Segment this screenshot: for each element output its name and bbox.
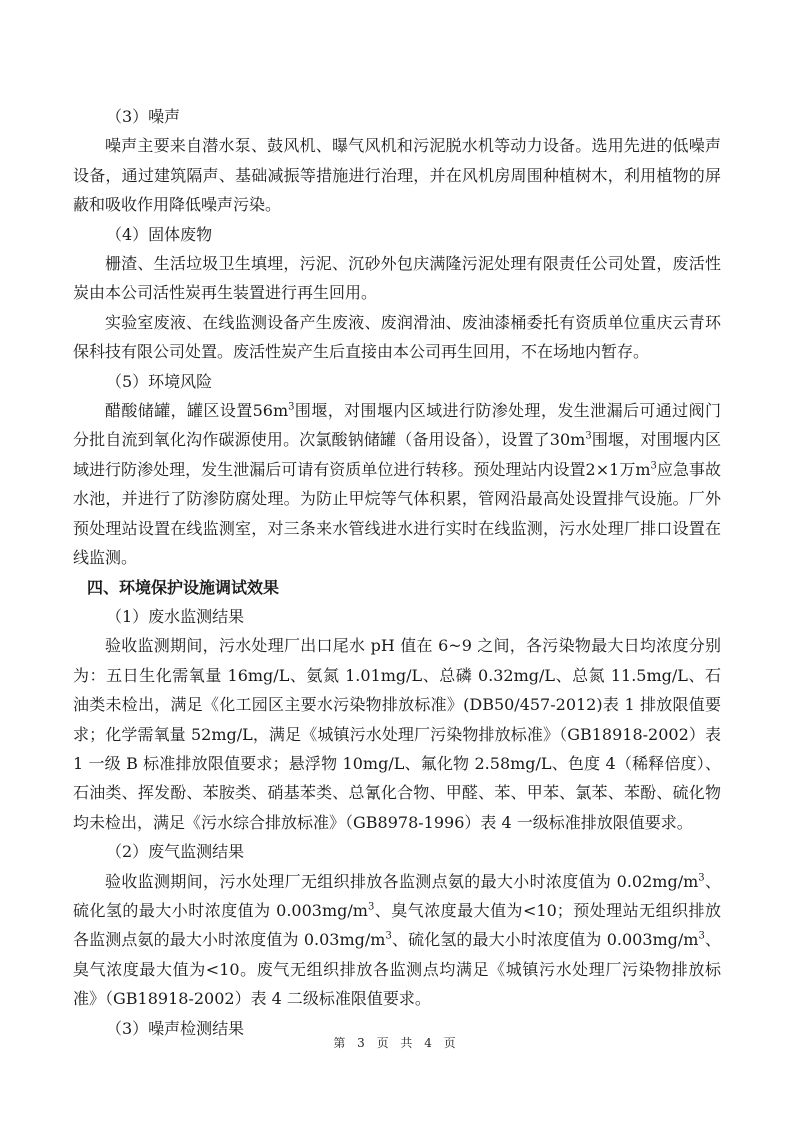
subheading-solid-waste: （4）固体废物 bbox=[106, 224, 213, 244]
subheading-wastewater-results: （1）废水监测结果 bbox=[106, 606, 245, 626]
subheading-exhaust-gas-results: （2）废气监测结果 bbox=[106, 842, 245, 862]
section-heading-commissioning-results: 四、环境保护设施调试效果 bbox=[87, 577, 280, 597]
paragraph-solid-waste-2: 实验室废液、在线监测设备产生废液、废润滑油、废油漆桶委托有资质单位重庆云青环保科技有限公司处置。废活性炭产生后直接由本公司再生回用，不在场地内暂存。 bbox=[73, 312, 721, 362]
paragraph-environmental-risk: 醋酸储罐，罐区设置$56m^3$围堰，对围堰内区域进行防渗处理，发生泄漏后可通过阀门分批自流到氧化沟作碳源使用。次氯酸钠储罐（备用设备），设置了$30m^3$围堰，对围堰内区域进行防渗处理，发生泄漏后可请有资质单位进行转移。预处理站内设置2×1万$m^3$应急事故水池，并进行了防渗防腐处理。为防止甲烷等气体积累，管网沿最高处设置排气设施。厂外预处理站设置在线监测室，对三条来水管线进水进行实时在线监测，污水处理厂排口设置在线监测。 bbox=[73, 401, 721, 568]
page-footer: 第 3 页 共 4 页 bbox=[333, 1036, 460, 1050]
paragraph-exhaust-gas-results: 验收监测期间，污水处理厂无组织排放各监测点氨的最大小时浓度值为 $0.02mg/m^3$、硫化氢的最大小时浓度值为 $0.003mg/m^3$、臭气浓度最大值为<10；预处理站无组织排放各监测点氨的最大小时浓度值为 $0.03mg/m^3$、硫化氢的最大小时浓度值为 $0.003mg/m^3$、臭气浓度最大值为<10。废气无组织排放各监测点均满足《城镇污水处理厂污染物排放标准》（GB18918-2002）表 4 二级标准限值要求。 bbox=[73, 871, 721, 1009]
paragraph-solid-waste-1: 栅渣、生活垃圾卫生填埋，污泥、沉砂外包庆满隆污泥处理有限责任公司处置，废活性炭由本公司活性炭再生装置进行再生回用。 bbox=[73, 254, 721, 303]
document-page bbox=[73, 102, 721, 1043]
paragraph-noise: 噪声主要来自潜水泵、鼓风机、曝气风机和污泥脱水机等动力设备。选用先进的低噪声设备，通过建筑隔声、基础减振等措施进行治理，并在风机房周围种植树木，利用植物的屏蔽和吸收作用降低噪声污染。 bbox=[73, 136, 721, 215]
paragraph-wastewater-results: 验收监测期间，污水处理厂出口尾水 pH 值在 6~9 之间，各污染物最大日均浓度分别为：五日生化需氧量 16mg/L、氨氮 1.01mg/L、总磷 0.32mg/L、总氮 11.5mg/L、石油类未检出，满足《化工园区主要水污染物排放标准》(DB50/457-2012)表 1 排放限值要求；化学需氧量 52mg/L，满足《城镇污水处理厂污染物排放标准》（GB18918-2002）表 1 一级 B 标准排放限值要求；悬浮物 10mg/L、氟化物 2.58mg/L、色度 4（稀释倍度）、石油类、挥发酚、苯胺类、硝基苯类、总氰化合物、甲醛、苯、甲苯、氯苯、苯酚、硫化物均未检出，满足《污水综合排放标准》（GB8978-1996）表 4 一级标准排放限值要求。 bbox=[73, 636, 721, 832]
subheading-noise: （3）噪声 bbox=[106, 107, 181, 126]
subheading-environmental-risk: （5）环境风险 bbox=[106, 371, 213, 391]
subheading-noise-test-results: （3）噪声检测结果 bbox=[106, 1018, 245, 1038]
